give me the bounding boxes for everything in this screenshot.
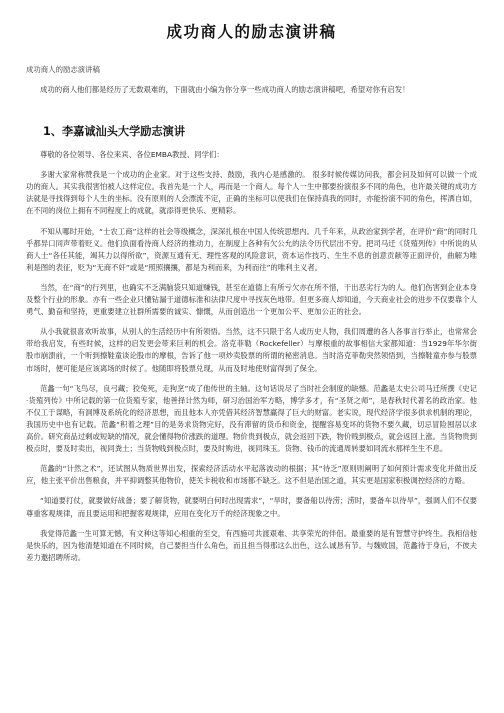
intro-paragraph: 成功的商人他们都是经历了无数艰难的，下面就由小编为你分享一些成功商人的励志演讲稿吧，希望对你有启发！ [40,85,410,94]
section-body [26,149,477,564]
paragraph-greeting: 尊敬的各位领导、各位来宾、各位EMBA教授、同学们： [40,150,224,160]
document-title: 成功商人的励志演讲稿 [166,23,337,41]
paragraph: “知道要打仗，就要做好战备；要了解货物，就要明白何时出现需求”，“旱时，要备船以待涝；涝时，要备车以待旱”，强调人们不仅要尊重客观规律，而且要运用和把握客观规律，应用在变化万千的经济现象之中。 [26,496,477,518]
paragraph: 我觉得范蠡一生可算无憾，有文种这等知心相重的至交，有西施可共渡艰难、共享荣光的伴侣。最重要的是有智慧守护终生。我相信他是快乐的，因为他清楚知道在不同时候，自己要担当什么角色，而且担当得那这么出色，这么诚恳有节。与魏败国，范蠡待于身后，不彼夫差力邀招聘所动。 [26,528,477,562]
paragraph: 范蠡一句“飞鸟尽，良弓藏；狡兔死，走狗烹”成了他传世的主轴。这句话说尽了当时社会制度的缺憾。范蠡是太史公司马迁所撰《史记·货殖列传》中所记载的第一位货殖专家，他善择计然为师，研习治国治军方略，博学多才，有“圣贤之师”，是春秋时代著名的政治家。他不仅工于谋略，有洞博及系统化的经济思想，而且他本人亦凭借其经济智慧赢得了巨大的财富。老实说，现代经济学很多供求机制的理论，我国历史中也有记载。范蠡“积着之理”目的是务求货物完好，没有滞留的货币和资金，提醒容易变坏的货物不要久藏，切忌冒险囤居以求高价。研究商品过剩或短缺的情况，就会懂得物价涨跌的道理。物价贵到极点，就会返回下跌，物价贱到极点，就会返回上涨。当货物贵到极点时，要及时卖出，视同粪土；当货物贱到极点时，要及时购进，视同珠玉。货物、钱币的流通周转要如同流水那样生生不息。 [26,383,477,453]
paragraph: 从小我就很喜欢听故事，从别人的生活经历中有所领悟。当然，这不只限于名人或历史人物，我们周遭的各人各事言行举止，也常常会带给我启发，有些时候，这样的启发更会带来巨利的机会。洛克菲勒（Rockefeller）与摩根重的故事相信大家都知道：当1929年华尔街股市崩溃前，一个听到擦鞋童谈论股市的摩根，告诉了他一项炒卖股票的所谓的秘密消息。当时洛克菲勒突然领悟到，当擦鞋童亦参与股票市场时，便可能是应该离场的时候了。他随即将股票兑现，从而及时地使财富得到了保全。 [26,327,477,373]
paragraph: 不知从哪时开始，“士农工商”这样的社会等级概念，深深扎根在中国人传统思想内。几千年来，从政治家到学者，在评价“商”的同时几乎都异口同声带着贬义。他们负面看待商人经济的推动力，在制度上各种有欠公允的法令历代层出不穷。把司马迁《货殖列传》中所说的从商人士“各任其能，竭其力以得所欲”，资源互通有无、理性客观的风险意识，资本运作技巧、生生不息的创意贡献等正面评价，曲解为唯利是图的表征，贬为“无商不奸”或是“照照攘攘，都是为利而来，为利而往”的唯利主义者。 [26,226,477,272]
paragraph: 范蠡的“计然之术”，还试图从物质世界出发，探索经济活动水平起落波动的根据；其“待乏”原则则阐明了如何预计需求变化并做出反应，他主张平价出售粮食，并平抑调整其他物价，使关卡税收和市场都不缺乏。这不但是治国之道，其实更是国家积极调控经济的方略。 [26,464,477,486]
document-subtitle: 成功商人的励志演讲稿 [26,65,100,74]
section-heading: 1、李嘉诚汕头大学励志演讲 [43,125,186,139]
paragraph: 多谢大家常称赞我是一个成功的企业家。对于这些支持、鼓励，我内心是感激的。 很多时候传媒访问我，都会问及如何可以做一个成功的商人。其实我很害怕被人这样定位。我首先是一个人，再而是一个商人。每个人一生中都要扮演很多不同的角色，也许最关键的成功方法就是寻找得到每个人生的坐标。没有原则的人会漂流不定，正确的坐标可以使我们在保持真我的同时，亦能扮演不同的角色，挥洒自如，在不同的岗位上拥有不同程度上的成就，就添得更快乐、更精彩。 [26,170,477,216]
paragraph: 当然，在“商”的行列里，也确实不乏满脑袋只知道赚钱，甚至在道德上有所亏欠亦在所不惜，干出恶劣行为的人。他们伤害到企业本身及整个行业的形象。亦有一些企业只懂钻漏于道德标准和法律尺度中寻找灰色地带。但更多商人却知道，今天商业社会的进步不仅要靠个人勇气、勤奋和坚持，更重要建立社群所需要的诚实、慷慨，从而创造出一个更加公平、更加公正的社会。 [26,283,477,317]
